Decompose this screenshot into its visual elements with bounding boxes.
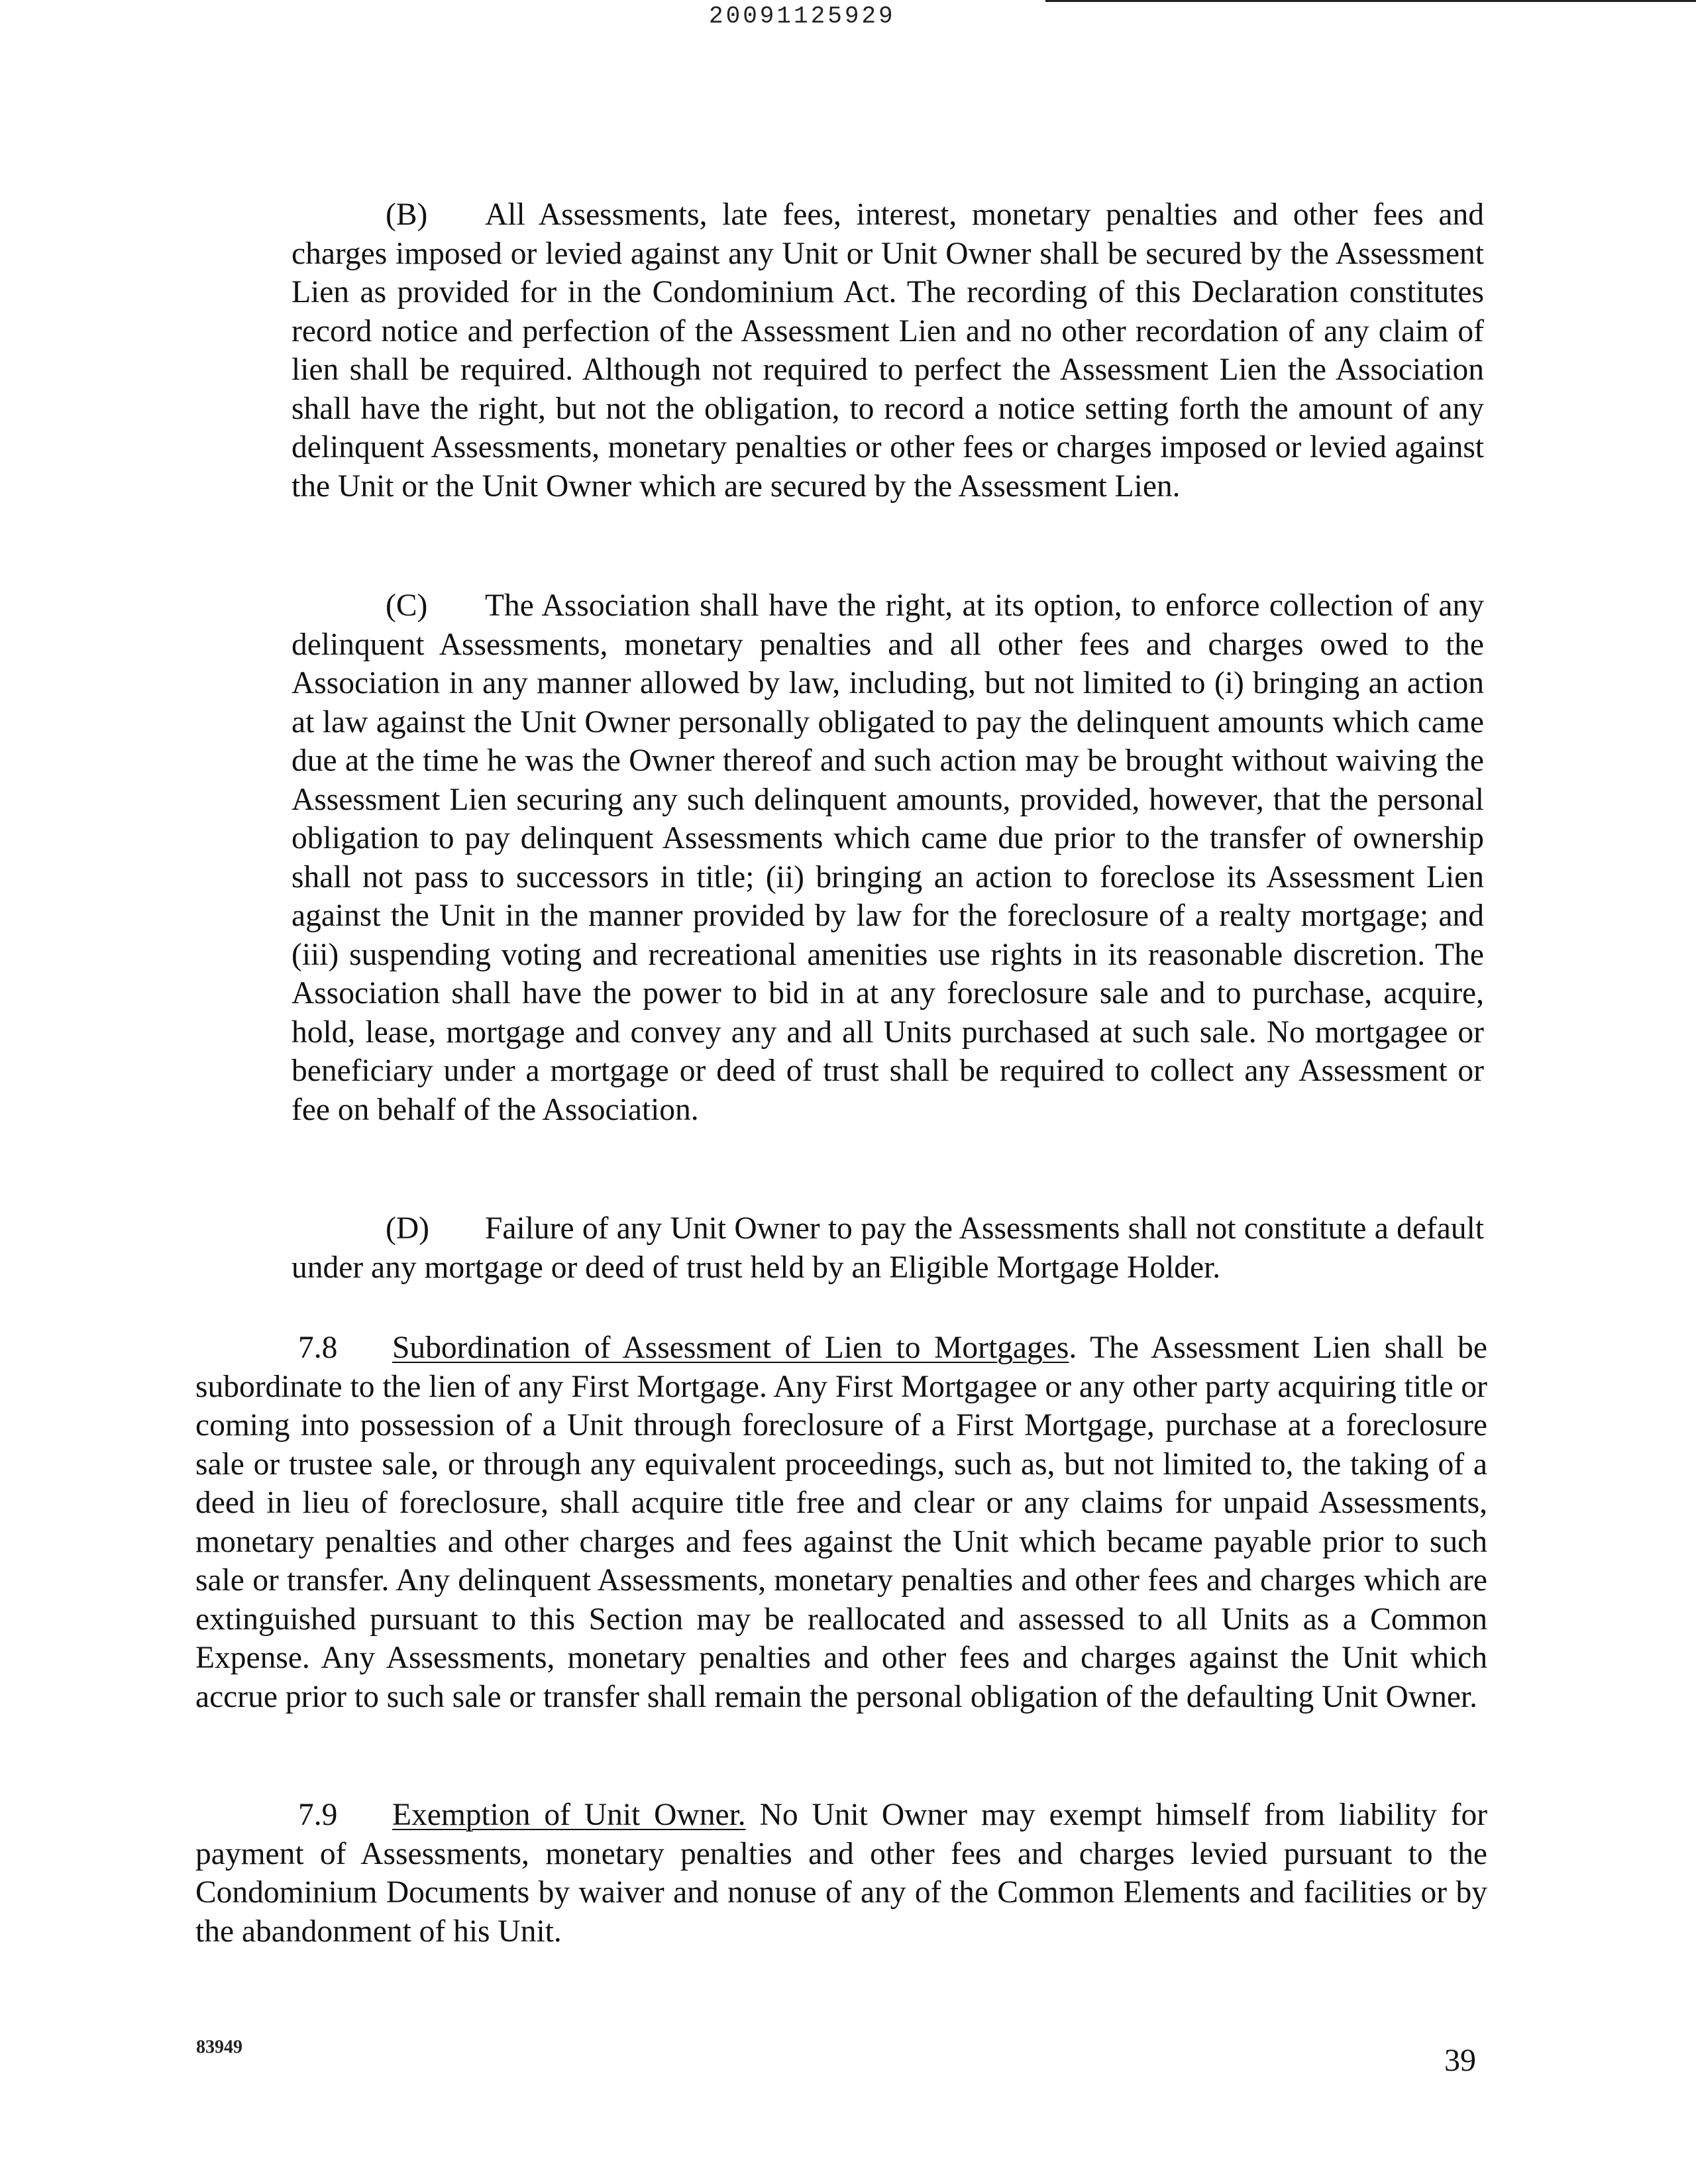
section-heading-punctuation: . [1069, 1331, 1077, 1365]
paragraph-text: The Association shall have the right, at its option, to enforce collection of any delinquent Assessments, monetary penalties and all other fees and charges owed to the Association in any manner allowed by law, including, but not limited to (i) bringing an action at law against the Unit Owner personally obligated to pay the delinquent amounts which came due at the time he was the Owner thereof and such action may be brought without waiving the Assessment Lien securing any such delinquent amounts, provided, however, that the personal obligation to pay delinquent Assessments which came due prior to the transfer of ownership shall not pass to successors in title; (ii) bringing an action to foreclose its Assessment Lien against the Unit in the manner provided by law for the foreclosure of a realty mortgage; and (iii) suspending voting and recreational amenities use rights in its reasonable discretion. The Association shall have the power to bid in at any foreclosure sale and to purchase, acquire, hold, lease, mortgage and convey any and all Units purchased at such sale. No mortgagee or beneficiary under a mortgage or deed of trust shall be required to collect any Assessment or fee on behalf of the Association. [292, 588, 1484, 1127]
section-text: The Assessment Lien shall be subordinate to the lien of any First Mortgage. Any First Mortgagee or any other party acquiring title or coming into possession of a Unit through foreclosure of a First Mortgage, purchase at a foreclosure sale or trustee sale, or through any equivalent proceedings, such as, but not limited to, the taking of a deed in lieu of foreclosure, shall acquire title free and clear or any claims for unpaid Assessments, monetary penalties and other charges and fees against the Unit which became payable prior to such sale or transfer. Any delinquent Assessments, monetary penalties and other fees and charges which are extinguished pursuant to this Section may be reallocated and assessed to all Units as a Common Expense. Any Assessments, monetary penalties and other fees and charges against the Unit which accrue prior to such sale or transfer shall remain the personal obligation of the defaulting Unit Owner. [195, 1331, 1487, 1714]
paragraph-label: (C) [386, 588, 428, 623]
footer-document-id: 83949 [196, 2037, 242, 2057]
paragraph-c [292, 586, 1484, 1129]
paragraph-label: (D) [386, 1211, 429, 1246]
paragraph-text: All Assessments, late fees, interest, monetary penalties and other fees and charges imposed or levied against any Unit or Unit Owner shall be secured by the Assessment Lien as provided for in the Condominium Act. The recording of this Declaration constitutes record notice and perfection of the Assessment Lien and no other recordation of any claim of lien shall be required. Although not required to perfect the Assessment Lien the Association shall have the right, but not the obligation, to record a notice setting forth the amount of any delinquent Assessments, monetary penalties or other fees or charges imposed or levied against the Unit or the Unit Owner which are secured by the Assessment Lien. [292, 197, 1484, 504]
section-heading: Exemption of Unit Owner. [392, 1798, 746, 1832]
section-number: 7.8 [298, 1331, 338, 1365]
section-7-8 [195, 1329, 1487, 1716]
paragraph-b [292, 195, 1484, 506]
section-text: No Unit Owner may exempt himself from liability for payment of Assessments, monetary penalties and other fees and charges levied pursuant to the Condominium Documents by waiver and nonuse of any of the Common Elements and facilities or by the abandonment of his Unit. [195, 1798, 1488, 1949]
recording-number: 20091125929 [709, 3, 896, 30]
paragraph-label: (B) [386, 197, 428, 232]
paragraph-text: Failure of any Unit Owner to pay the Assessments shall not constitute a default under any mortgage or deed of trust held by an Eligible Mortgage Holder. [292, 1211, 1484, 1285]
section-heading: Subordination of Assessment of Lien to Mortgages [392, 1331, 1069, 1365]
section-7-9 [195, 1796, 1487, 1951]
page-number: 39 [1444, 2043, 1476, 2078]
header-rule [1045, 0, 1696, 2]
paragraph-d [292, 1209, 1484, 1287]
section-number: 7.9 [298, 1798, 338, 1832]
